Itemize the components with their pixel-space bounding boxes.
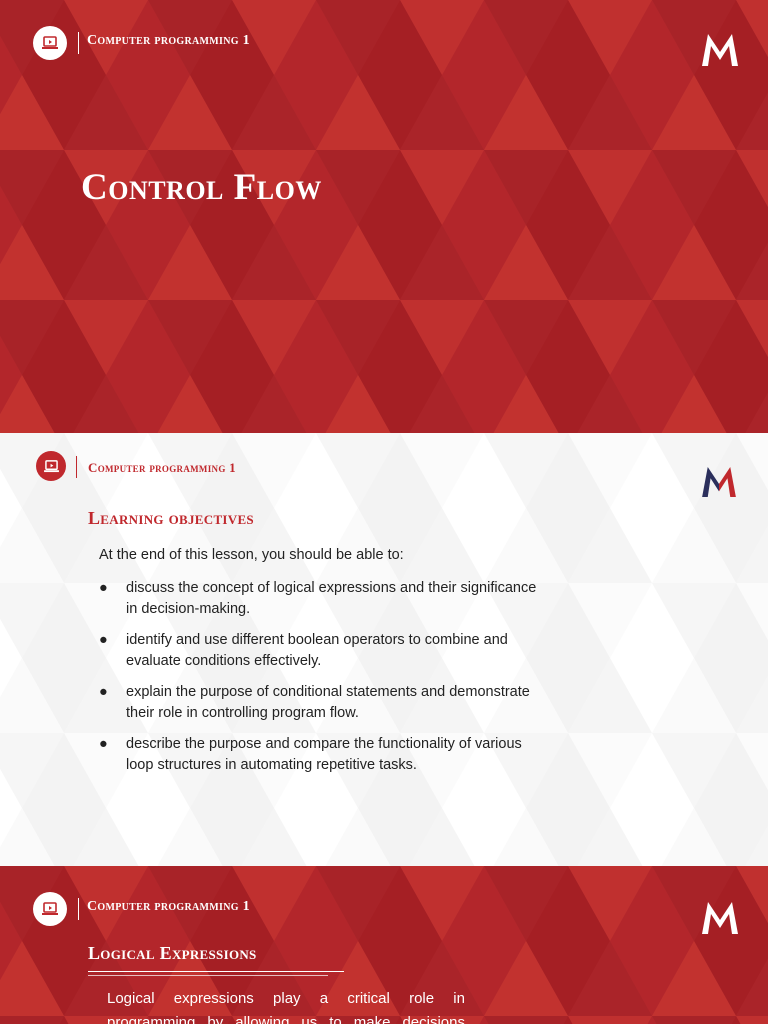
laptop-play-icon <box>42 36 58 50</box>
m-logo-icon <box>702 467 736 497</box>
m-logo-icon <box>702 34 738 66</box>
bullet-icon: ● <box>99 684 108 700</box>
heading-underline <box>88 971 344 972</box>
bullet-icon: ● <box>99 632 108 648</box>
m-logo-icon <box>702 902 738 934</box>
objectives-heading: Learning objectives <box>88 508 254 528</box>
objectives-intro: At the end of this lesson, you should be able to: <box>99 547 404 563</box>
bullet-icon: ● <box>99 736 108 752</box>
bullet-icon: ● <box>99 580 108 596</box>
header-divider <box>78 898 79 920</box>
list-item: ● discuss the concept of logical expressions and their significance in decision-making. <box>99 580 537 617</box>
list-item: ● identify and use different boolean operators to combine and evaluate conditions effectively. <box>99 632 508 669</box>
list-item: ● describe the purpose and compare the functionality of various loop structures in automating repetitive tasks. <box>99 736 522 773</box>
course-icon-badge <box>36 451 66 481</box>
laptop-play-icon <box>42 902 58 916</box>
slide-title: Control Flow <box>81 167 322 208</box>
logical-expressions-paragraph: Logical expressions play a critical role in programming by allowing us to make decisions <box>107 990 465 1031</box>
chevron-pattern-background <box>0 0 768 433</box>
objectives-list <box>99 578 549 786</box>
laptop-play-icon <box>44 460 59 473</box>
course-icon-badge <box>33 892 67 926</box>
header-divider <box>76 456 77 478</box>
heading-underline-secondary <box>88 975 328 976</box>
list-item: ● explain the purpose of conditional statements and demonstrate their role in controlling program flow. <box>99 684 530 721</box>
course-icon-badge <box>33 26 67 60</box>
header-divider <box>78 32 79 54</box>
logical-expressions-heading: Logical Expressions <box>88 943 257 963</box>
title-slide <box>0 0 768 433</box>
course-title: Computer programming 1 <box>87 33 250 48</box>
course-title: Computer programming 1 <box>87 899 250 914</box>
course-title: Computer programming 1 <box>88 460 236 475</box>
